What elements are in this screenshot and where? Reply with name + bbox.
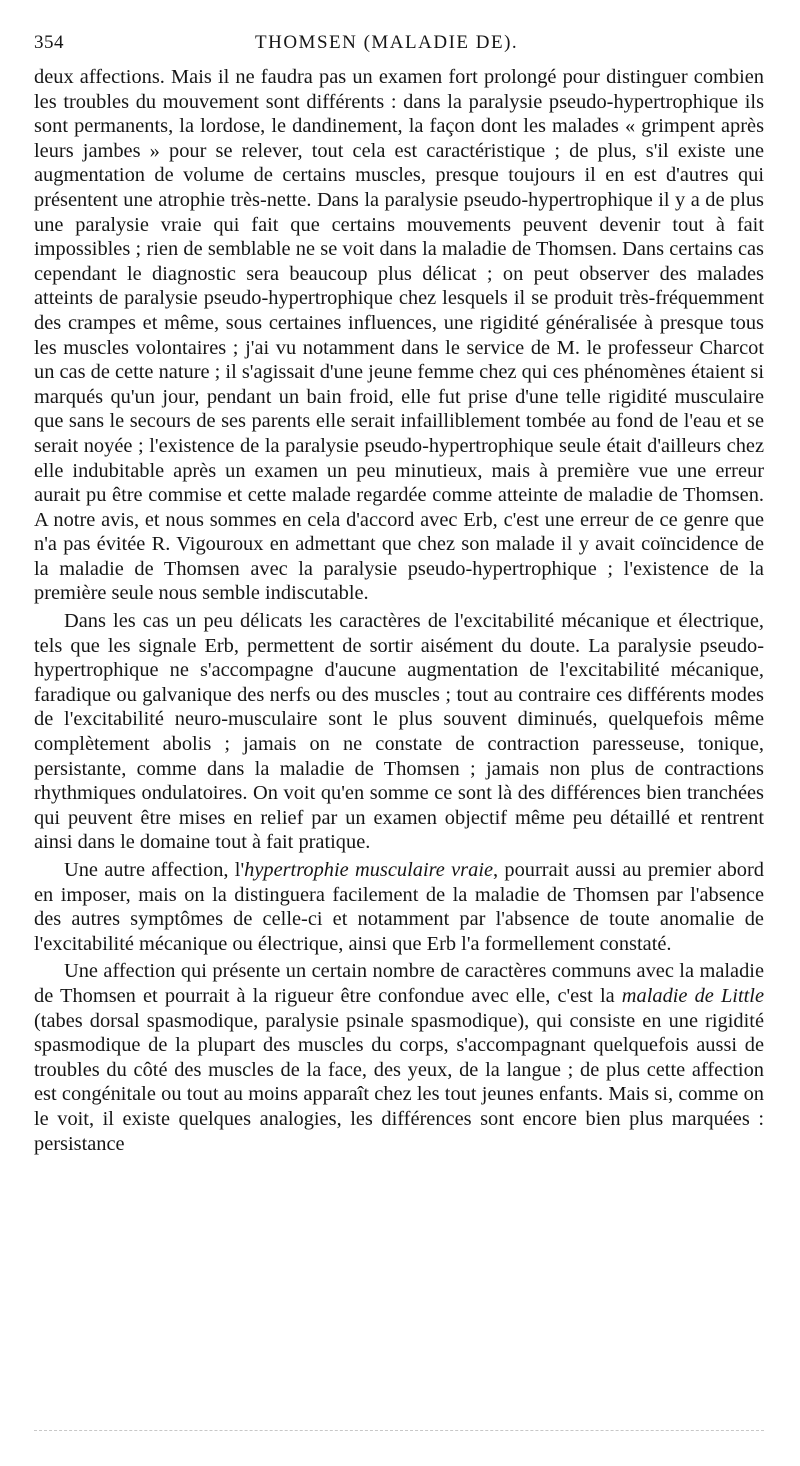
page-header [34,30,764,60]
body-text [34,65,764,1156]
paragraph-4 [34,959,764,1156]
page-number: 354 [34,32,64,53]
paragraph-3-text-end: , pourrait aussi au premier abord en imposer, mais on la distinguera facilement de la maladie de Thomsen par l'absence des autres symptômes de celle-ci et notamment par l'absence de toute anomalie de l'excitabilité mécanique ou électrique, ainsi que Erb l'a formellement constaté. [34,859,764,955]
paragraph-4-text-start: Une affection qui présente un certain nombre de caractères communs avec la maladie de Thomsen et pourrait à la rigueur être confondue avec elle, c'est la [34,960,764,1007]
paragraph-2: Dans les cas un peu délicats les caractères de l'excitabilité mécanique et électrique, tels que les signale Erb, permettent de sortir aisément du doute. La paralysie pseudo-hypertrophique ne s'accompagne d'aucune augmentation de l'excitabilité mécanique, faradique ou galvanique des nerfs ou des muscles ; tout au contraire ces différents modes de l'excitabilité neuro-musculaire sont le plus souvent diminués, quelquefois même complètement abolis ; jamais on ne constate de contraction paresseuse, tonique, persistante, comme dans la maladie de Thomsen ; jamais non plus de contractions rhythmiques ondulatoires. On voit qu'en somme ce sont là des différences bien tranchées qui peuvent être mises en relief par un examen objectif même peu détaillé et rentrent ainsi dans le domaine tout à fait pratique. [34,610,764,854]
paragraph-1: deux affections. Mais il ne faudra pas un examen fort prolongé pour distinguer combien les troubles du mouvement sont différents : dans la paralysie pseudo-hypertrophique ils sont permanents, la lordose, le dandinement, la façon dont les malades « grimpent après leurs jambes » pour se relever, tout cela est caractéristique ; de plus, s'il existe une augmentation de volume de certains muscles, presque toujours il en est d'autres qui présentent une atrophie très-nette. Dans la paralysie pseudo-hypertrophique il y a de plus une paralysie vraie qui fait que certains mouvements peuvent devenir tout à fait impossibles ; rien de semblable ne se voit dans la maladie de Thomsen. Dans certains cas cependant le diagnostic sera beaucoup plus délicat ; on peut observer des malades atteints de paralysie pseudo-hypertrophique chez lesquels il se produit très-fréquemment des crampes et même, sous certaines influences, une rigidité généralisée à presque tous les muscles volontaires ; j'ai vu notamment dans le service de M. le professeur Charcot un cas de cette nature ; il s'agissait d'une jeune femme chez qui ces phénomènes étaient si marqués qu'un jour, pendant un bain froid, elle fut prise d'une telle rigidité musculaire que sans le secours de ses parents elle serait infailliblement tombée au fond de l'eau et se serait noyée ; l'existence de la paralysie pseudo-hypertrophique seule était d'ailleurs chez elle indubitable après un examen un peu minutieux, mais à première vue une erreur aurait pu être commise et cette malade regardée comme atteinte de maladie de Thomsen. A notre avis, et nous sommes en cela d'accord avec Erb, c'est une erreur de ce genre que n'a pas évitée R. Vigouroux en admettant que chez son malade il y avait coïncidence de la maladie de Thomsen avec la paralysie pseudo-hypertrophique ; l'existence de la première seule nous semble indiscutable. [34,66,764,605]
paragraph-3-text-start: Une autre affection, l' [64,859,245,881]
document-page [34,30,764,1156]
paragraph-3-italic-term: hypertrophie musculaire vraie [244,859,494,881]
paragraph-3 [34,858,764,956]
paragraph-4-italic-term: maladie de Little [621,984,765,1007]
footer-rule [34,1430,764,1431]
paragraph-4-text-end: (tabes dorsal spasmodique, paralysie psinale spasmodique), qui consiste en une rigidité spasmodique de la plupart des muscles du corps, s'accompagnant quelquefois aussi de troubles du côté des muscles de la face, des yeux, de la langue ; de plus cette affection est congénitale ou tout au moins apparaît chez les tout jeunes enfants. Mais si, comme on le voit, il existe quelques analogies, les différences sont encore bien plus marquées : persistance [34,1009,764,1155]
running-title: THOMSEN (MALADIE DE). [255,32,519,53]
